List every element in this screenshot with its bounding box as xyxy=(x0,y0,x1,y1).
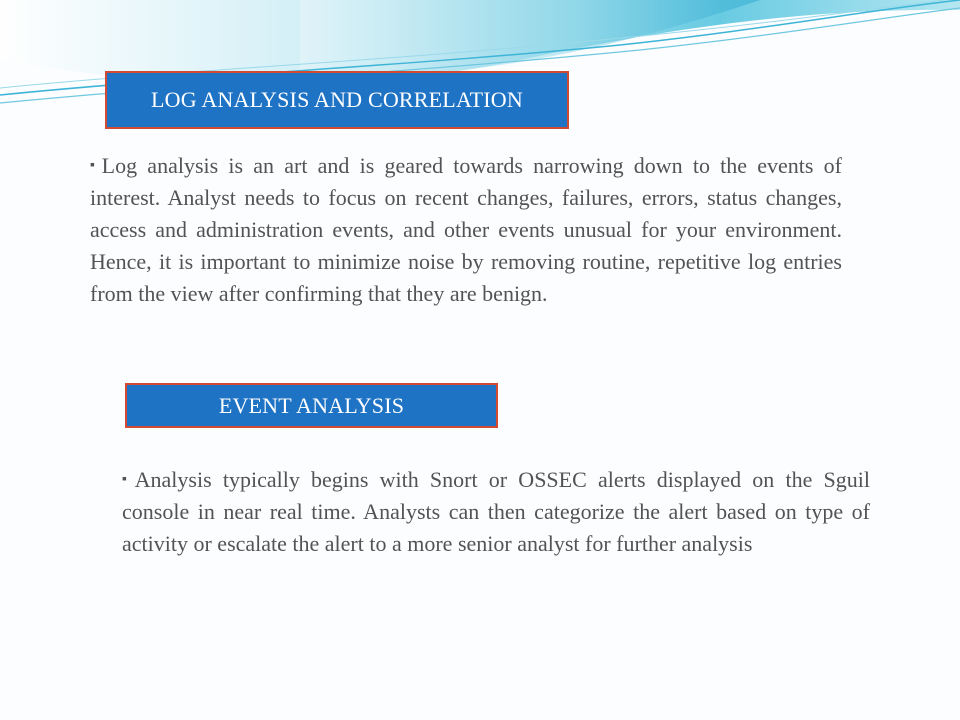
section-heading-log-analysis-text: LOG ANALYSIS AND CORRELATION xyxy=(151,87,523,112)
square-bullet-icon: ▪ xyxy=(122,472,133,487)
event-analysis-paragraph xyxy=(122,464,870,560)
log-analysis-paragraph-text: Log analysis is an art and is geared towards narrowing down to the events of interest. Analyst needs to focus on recent changes, failures, errors, status changes, access and administration events, and other events unusual for your environment. Hence, it is important to minimize noise by removing routine, repetitive log entries from the view after confirming that they are benign. xyxy=(90,153,842,306)
section-heading-event-analysis-text: EVENT ANALYSIS xyxy=(218,392,405,418)
log-analysis-paragraph xyxy=(90,150,842,310)
square-bullet-icon: ▪ xyxy=(90,158,100,173)
event-analysis-paragraph-text: Analysis typically begins with Snort or OSSEC alerts displayed on the Sguil console in near real time. Analysts can then categorize the alert based on type of activity or escalate the alert to a more senior analyst for further analysis xyxy=(122,467,870,556)
section-heading-log-analysis xyxy=(105,71,569,129)
section-heading-event-analysis xyxy=(125,383,498,428)
